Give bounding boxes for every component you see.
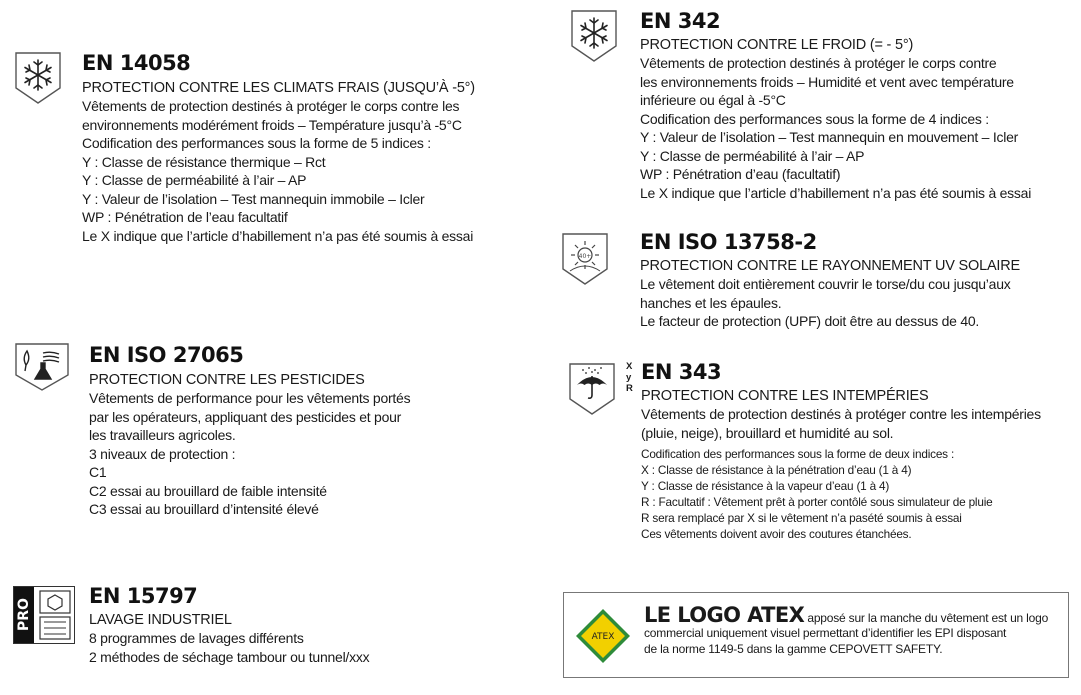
section-en-343 bbox=[641, 361, 1041, 542]
description-line: C1 bbox=[89, 464, 107, 480]
description-line: Le vêtement doit entièrement couvrir le torse/du cou jusqu’aux bbox=[640, 276, 1011, 292]
description-line: les environnements froids – Humidité et vent avec température bbox=[640, 73, 1014, 90]
atex-icon-label: ATEX bbox=[591, 632, 615, 642]
atex-title: LE LOGO ATEX bbox=[644, 603, 805, 627]
description-line: les travailleurs agricoles. bbox=[89, 427, 236, 443]
description-line: WP : Pénétration d’eau (facultatif) bbox=[640, 166, 841, 182]
snowflake-shield-icon bbox=[569, 8, 619, 64]
atex-first-line: apposé sur la manche du vêtement est un logo bbox=[804, 611, 1049, 625]
index-label-r: R bbox=[626, 383, 633, 394]
description-line: Y : Valeur de l’isolation – Test mannequin en mouvement – Icler bbox=[640, 129, 1019, 145]
snowflake-shield-icon bbox=[13, 50, 63, 106]
description-line: inférieure ou égal à -5°C bbox=[640, 92, 786, 108]
umbrella-rain-shield-icon bbox=[567, 361, 617, 417]
description-line: Vêtements de performance pour les vêtements portés bbox=[89, 390, 411, 406]
section-en-iso-27065 bbox=[89, 344, 410, 519]
codification-line: X : Classe de résistance à la pénétration d’eau (1 à 4) bbox=[641, 463, 912, 477]
standard-subtitle: PROTECTION CONTRE LE FROID (= - 5°) bbox=[640, 37, 914, 53]
performance-indices-labels bbox=[626, 361, 633, 394]
description-line: 8 programmes de lavages différents bbox=[89, 630, 304, 646]
atex-line: commercial uniquement visuel permettant d’identifier les EPI disposant bbox=[644, 626, 1007, 640]
description-line: par les opérateurs, appliquant des pesticides et pour bbox=[89, 408, 402, 425]
standard-code: EN 343 bbox=[641, 360, 722, 384]
atex-info-box bbox=[563, 592, 1069, 678]
section-en-14058 bbox=[82, 52, 475, 245]
standard-description bbox=[640, 275, 1020, 331]
description-line: Vêtements de protection destinés à protéger contre les intempéries bbox=[641, 406, 1041, 422]
codification-line: R : Facultatif : Vêtement prêt à porter contôlé sous simulateur de pluie bbox=[641, 495, 993, 509]
index-label-x: X bbox=[626, 361, 633, 372]
codification-line: Ces vêtements doivent avoir des coutures étanchées. bbox=[641, 527, 912, 541]
section-en-342 bbox=[640, 10, 1031, 202]
description-line: environnements modérément froids – Température jusqu’à -5°C bbox=[82, 116, 462, 133]
description-line: Le X indique que l’article d’habillement n’a pas été soumis à essai bbox=[82, 227, 474, 244]
description-line: Le X indique que l’article d’habillement n’a pas été soumis à essai bbox=[640, 184, 1032, 201]
description-line: Y : Classe de perméabilité à l’air – AP bbox=[82, 172, 307, 188]
washing-symbols-icon bbox=[38, 589, 72, 641]
standard-description bbox=[82, 97, 475, 245]
standard-description bbox=[640, 54, 1031, 202]
description-line: WP : Pénétration de l’eau facultatif bbox=[82, 209, 288, 225]
atex-diamond-icon bbox=[574, 607, 632, 665]
description-line: C2 essai au brouillard de faible intensité bbox=[89, 482, 327, 499]
standard-subtitle: PROTECTION CONTRE LES INTEMPÉRIES bbox=[641, 388, 929, 404]
description-line: C3 essai au brouillard d’intensité élevé bbox=[89, 501, 319, 517]
description-line: Codification des performances sous la forme de 4 indices : bbox=[640, 110, 989, 127]
pro-label: PRO bbox=[14, 587, 34, 643]
standard-subtitle: PROTECTION CONTRE LES CLIMATS FRAIS (JUSQU’À -5°) bbox=[82, 80, 475, 96]
standard-code: EN ISO 13758-2 bbox=[640, 230, 817, 254]
standard-description bbox=[641, 405, 1041, 442]
standard-subtitle: PROTECTION CONTRE LES PESTICIDES bbox=[89, 372, 365, 388]
description-line: Y : Classe de perméabilité à l’air – AP bbox=[640, 147, 865, 164]
svg-text:40+: 40+ bbox=[578, 253, 592, 260]
description-line: Codification des performances sous la forme de 5 indices : bbox=[82, 135, 431, 151]
standard-codification bbox=[641, 446, 1041, 542]
description-line: hanches et les épaules. bbox=[640, 294, 782, 311]
index-label-y: y bbox=[626, 372, 632, 383]
description-line: Vêtements de protection destinés à protéger le corps contre bbox=[640, 55, 997, 71]
description-line: Y : Classe de résistance thermique – Rct bbox=[82, 153, 326, 170]
codification-line: R sera remplacé par X si le vêtement n’a pasété soumis à essai bbox=[641, 511, 962, 525]
sun-uv-shield-icon bbox=[560, 231, 610, 287]
pro-service-washing-icon bbox=[13, 586, 75, 644]
codification-line: Y : Classe de résistance à la vapeur d’eau (1 à 4) bbox=[641, 479, 890, 493]
standard-description bbox=[89, 389, 410, 519]
section-en-iso-13758-2 bbox=[640, 231, 1020, 331]
standard-subtitle: LAVAGE INDUSTRIEL bbox=[89, 612, 232, 628]
pesticide-shield-icon bbox=[13, 341, 71, 393]
section-en-15797 bbox=[89, 585, 369, 666]
description-line: 2 méthodes de séchage tambour ou tunnel/xxx bbox=[89, 648, 370, 665]
codification-line: Codification des performances sous la forme de deux indices : bbox=[641, 447, 955, 461]
description-line: (pluie, neige), brouillard et humidité au sol. bbox=[641, 424, 894, 441]
description-line: Le facteur de protection (UPF) doit être au dessus de 40. bbox=[640, 313, 980, 329]
atex-line: de la norme 1149-5 dans la gamme CEPOVETT SAFETY. bbox=[644, 642, 943, 656]
standard-subtitle: PROTECTION CONTRE LE RAYONNEMENT UV SOLAIRE bbox=[640, 258, 1021, 274]
description-line: Vêtements de protection destinés à protéger le corps contre les bbox=[82, 98, 460, 114]
standard-code: EN 15797 bbox=[89, 584, 198, 608]
description-line: 3 niveaux de protection : bbox=[89, 445, 236, 462]
standard-code: EN 14058 bbox=[82, 51, 191, 75]
description-line: Y : Valeur de l’isolation – Test mannequin immobile – Icler bbox=[82, 190, 425, 207]
standard-description bbox=[89, 629, 369, 666]
standard-code: EN 342 bbox=[640, 9, 721, 33]
standard-code: EN ISO 27065 bbox=[89, 343, 244, 367]
